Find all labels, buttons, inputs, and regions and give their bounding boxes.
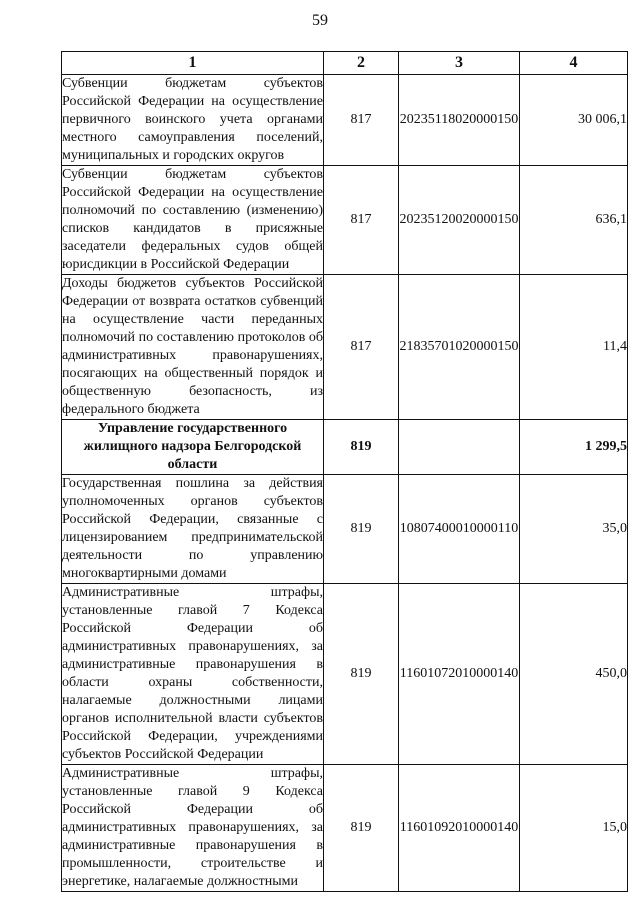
row-budget-code: 21835701020000150 (399, 275, 520, 420)
row-description: Доходы бюджетов субъектов Российской Федерации от возврата остатков субвенций на осуществление части переданных полномочий по составлению протоколов об административных правонарушениях, посягающих на общественный порядок и общественную безопасность, из федерального бюджета (62, 275, 324, 420)
row-amount: 15,0 (520, 765, 628, 892)
column-header-4: 4 (520, 52, 628, 75)
row-description: Субвенции бюджетам субъектов Российской Федерации на осуществление первичного воинского учета органами местного самоуправления поселений, муниципальных и городских округов (62, 75, 324, 166)
table-row (62, 75, 628, 166)
table-row (62, 765, 628, 892)
row-admin-code: 817 (324, 75, 399, 166)
row-admin-code: 819 (324, 584, 399, 765)
row-budget-code: 20235120020000150 (399, 166, 520, 275)
row-admin-code: 819 (324, 475, 399, 584)
section-amount: 1 299,5 (520, 420, 628, 475)
row-budget-code: 11601092010000140 (399, 765, 520, 892)
column-header-3: 3 (399, 52, 520, 75)
row-budget-code: 20235118020000150 (399, 75, 520, 166)
table-row (62, 584, 628, 765)
row-description: Государственная пошлина за действия уполномоченных органов субъектов Российской Федерации, связанные с лицензированием предпринимательской деятельности по управлению многоквартирными домами (62, 475, 324, 584)
row-admin-code: 819 (324, 765, 399, 892)
column-header-2: 2 (324, 52, 399, 75)
row-admin-code: 817 (324, 166, 399, 275)
section-title: Управление государственного жилищного надзора Белгородской области (62, 420, 324, 475)
page-number: 59 (312, 12, 328, 29)
revenue-table (61, 51, 628, 892)
section-row (62, 420, 628, 475)
row-amount: 636,1 (520, 166, 628, 275)
row-amount: 450,0 (520, 584, 628, 765)
table-row (62, 275, 628, 420)
row-description: Административные штрафы, установленные главой 9 Кодекса Российской Федерации об административных правонарушениях, за административные правонарушения в промышленности, строительстве и энергетике, налагаемые должностными (62, 765, 324, 892)
row-description: Административные штрафы, установленные главой 7 Кодекса Российской Федерации об административных правонарушениях, за административные правонарушения в области охраны собственности, налагаемые должностными лицами органов исполнительной власти субъектов Российской Федерации, учреждениями субъектов Российской Федерации (62, 584, 324, 765)
table-header-row (62, 52, 628, 75)
table-row (62, 166, 628, 275)
row-admin-code: 817 (324, 275, 399, 420)
row-amount: 30 006,1 (520, 75, 628, 166)
table-row (62, 475, 628, 584)
row-budget-code: 10807400010000110 (399, 475, 520, 584)
row-budget-code: 11601072010000140 (399, 584, 520, 765)
section-budget-code (399, 420, 520, 475)
column-header-1: 1 (62, 52, 324, 75)
section-admin-code: 819 (324, 420, 399, 475)
row-amount: 35,0 (520, 475, 628, 584)
row-description: Субвенции бюджетам субъектов Российской Федерации на осуществление полномочий по составлению (изменению) списков кандидатов в присяжные заседатели федеральных судов общей юрисдикции в Российской Федерации (62, 166, 324, 275)
row-amount: 11,4 (520, 275, 628, 420)
